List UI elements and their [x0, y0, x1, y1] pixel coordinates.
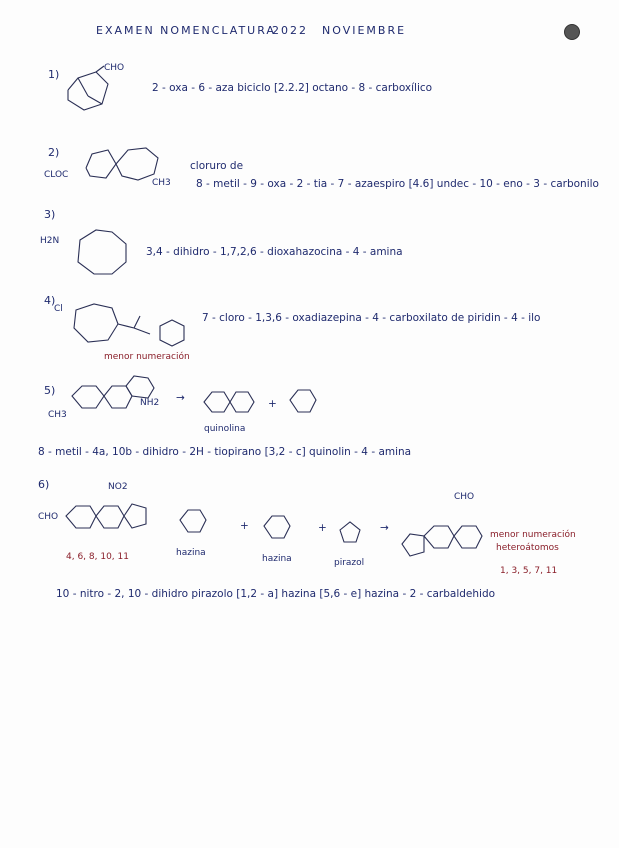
problem-1-cho: CHO [104, 63, 125, 73]
problem-6-fragment-label-1: hazina [176, 548, 206, 558]
problem-5-quinoline-fragment [200, 382, 260, 422]
problem-1-structure [58, 60, 138, 120]
problem-5-number: 5) [44, 384, 56, 397]
problem-5-plus: + [268, 398, 277, 410]
problem-6-plus-2: + [318, 522, 327, 534]
problem-2-name-line2: 8 - metil - 9 - oxa - 2 - tia - 7 - azaespiro [4.6] undec - 10 - eno - 3 - carbonilo [196, 178, 599, 190]
problem-6-assembled-cho: CHO [454, 492, 475, 502]
problem-5-ch3: CH3 [48, 410, 67, 420]
problem-6-annotation-locants: 1, 3, 5, 7, 11 [500, 566, 558, 576]
problem-5-fragment-label: quinolina [204, 424, 246, 434]
problem-3-name: 3,4 - dihidro - 1,7,2,6 - dioxahazocina - 4 - amina [146, 246, 403, 258]
problem-6-assembled-structure [394, 506, 494, 570]
problem-4-structure [60, 298, 200, 358]
problem-6-structure [58, 494, 158, 546]
problem-2-number: 2) [48, 146, 60, 159]
problem-2-name-line1: cloruro de [190, 160, 244, 172]
binder-hole-icon [564, 24, 580, 40]
problem-5-nh2: NH2 [140, 398, 160, 408]
problem-6-fragment-1 [172, 502, 222, 542]
problem-5-arrow: → [176, 392, 185, 404]
problem-6-locants: 4, 6, 8, 10, 11 [66, 552, 129, 562]
problem-4-annotation: menor numeración [104, 352, 190, 362]
problem-6-fragment-label-3: pirazol [334, 558, 365, 568]
problem-6-cho: CHO [38, 512, 59, 522]
problem-6-no2: NO2 [108, 482, 128, 492]
problem-2-ch3: CH3 [152, 178, 171, 188]
problem-6-fragment-3 [332, 516, 372, 550]
header-year: 2022 [272, 24, 308, 37]
problem-6-plus-1: + [240, 520, 249, 532]
header-month: NOVIEMBRE [322, 24, 407, 37]
problem-4-number: 4) [44, 294, 56, 307]
problem-3-structure [66, 226, 136, 282]
problem-6-annotation-line1: menor numeración [490, 530, 576, 540]
problem-6-annotation-line2: heteroátomos [496, 543, 559, 553]
problem-4-name: 7 - cloro - 1,3,6 - oxadiazepina - 4 - carboxilato de piridin - 4 - ilo [202, 312, 541, 324]
problem-6-fragment-label-2: hazina [262, 554, 292, 564]
problem-2-cloc: CLOC [44, 170, 69, 180]
header-title: EXAMEN NOMENCLATURA [96, 24, 276, 37]
problem-3-number: 3) [44, 208, 56, 221]
problem-5-name: 8 - metil - 4a, 10b - dihidro - 2H - tiopirano [3,2 - c] quinolin - 4 - amina [38, 446, 412, 458]
problem-1-name: 2 - oxa - 6 - aza biciclo [2.2.2] octano - 8 - carboxílico [152, 82, 433, 94]
problem-1-number: 1) [48, 68, 60, 81]
problem-6-name: 10 - nitro - 2, 10 - dihidro pirazolo [1,2 - a] hazina [5,6 - e] hazina - 2 - carbaldehido [56, 588, 496, 600]
problem-6-fragment-2 [256, 508, 306, 548]
problem-4-cl: Cl [54, 304, 63, 314]
problem-5-thiopyran-fragment [284, 384, 324, 420]
problem-6-number: 6) [38, 478, 50, 491]
problem-6-arrow: → [380, 522, 389, 534]
problem-3-h2n: H2N [40, 236, 60, 246]
